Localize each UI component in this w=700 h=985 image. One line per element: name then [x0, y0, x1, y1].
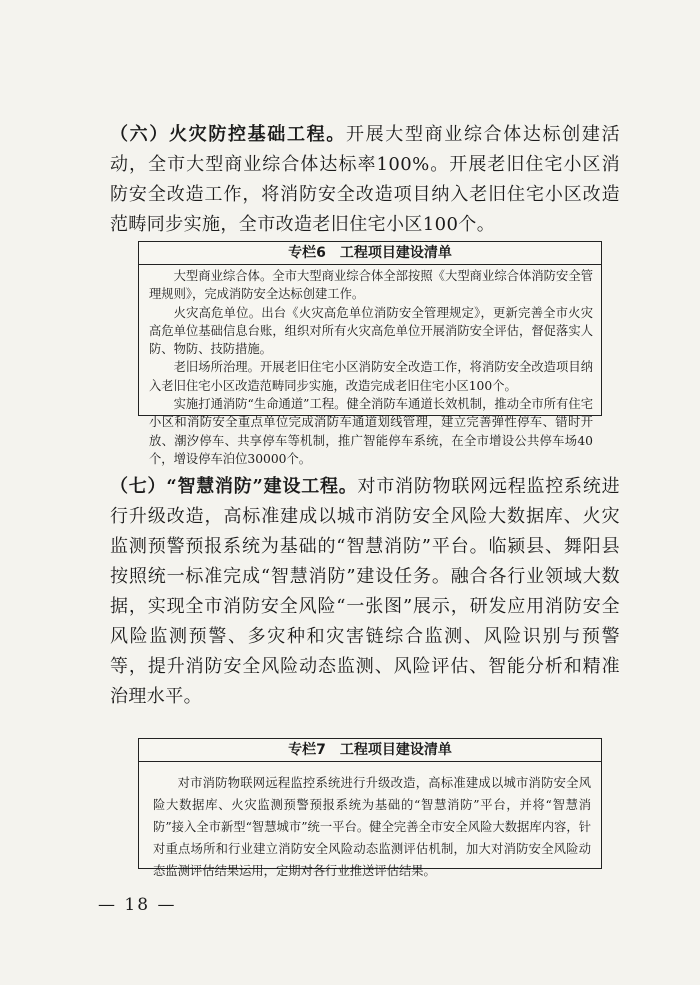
section-7-heading: （七）“智慧消防”建设工程。: [110, 476, 358, 497]
column-box-6-body: [139, 265, 601, 468]
section-6-heading: （六）火灾防控基础工程。: [110, 124, 346, 145]
box6-item-old-premises: 老旧场所治理。开展老旧住宅小区消防安全改造工作，将消防安全改造项目纳入老旧住宅小区改造范畴同步实施，改造完成老旧住宅小区100个。: [149, 360, 593, 393]
section-6-paragraph: [110, 120, 620, 240]
column-box-7-body: [139, 762, 601, 882]
column-box-6-title: 专栏6 工程项目建设清单: [139, 242, 601, 265]
column-box-7: [138, 738, 602, 878]
box7-item-smart-fire: 对市消防物联网远程监控系统进行升级改造，高标准建成以城市消防安全风险大数据库、火灾监测预警预报系统为基础的“智慧消防”平台，并将“智慧消防”接入全市新型“智慧城市”统一平台。健全完善全市安全风险大数据库内容，针对重点场所和行业建立消防安全风险动态监测评估机制，加大对消防安全风险动态监测评估结果运用，定期对各行业推送评估结果。: [153, 776, 591, 878]
section-7-paragraph: [110, 472, 620, 712]
box6-item-high-risk-units: 火灾高危单位。出台《火灾高危单位消防安全管理规定》，更新完善全市火灾高危单位基础信息台账，组织对所有火灾高危单位开展消防安全评估，督促落实人防、物防、技防措施。: [149, 305, 593, 357]
box6-item-commercial-complex: 大型商业综合体。全市大型商业综合体全部按照《大型商业综合体消防安全管理规则》，完成消防安全达标创建工作。: [149, 269, 593, 302]
page-number: — 18 —: [98, 895, 177, 915]
section-7-body: 对市消防物联网远程监控系统进行升级改造，高标准建成以城市消防安全风险大数据库、火灾监测预警预报系统为基础的“智慧消防”平台。临颍县、舞阳县按照统一标准完成“智慧消防”建设任务。融合各行业领域大数据，实现全市消防安全风险“一张图”展示，研发应用消防安全风险监测预警、多灾种和灾害链综合监测、风险识别与预警等，提升消防安全风险动态监测、风险评估、智能分析和精准治理水平。: [110, 476, 620, 707]
column-box-6: [138, 241, 602, 466]
section-6-body: 开展大型商业综合体达标创建活动，全市大型商业综合体达标率100%。开展老旧住宅小区消防安全改造工作，将消防安全改造项目纳入老旧住宅小区改造范畴同步实施，全市改造老旧住宅小区100个。: [110, 124, 620, 235]
column-box-7-title: 专栏7 工程项目建设清单: [139, 739, 601, 762]
box6-item-life-passage: 实施打通消防“生命通道”工程。健全消防车通道长效机制，推动全市所有住宅小区和消防安全重点单位完成消防车通道划线管理，建立完善弹性停车、错时开放、潮汐停车、共享停车等机制，推广智能停车系统，在全市增设公共停车场40个，增设停车泊位30000个。: [149, 397, 593, 466]
